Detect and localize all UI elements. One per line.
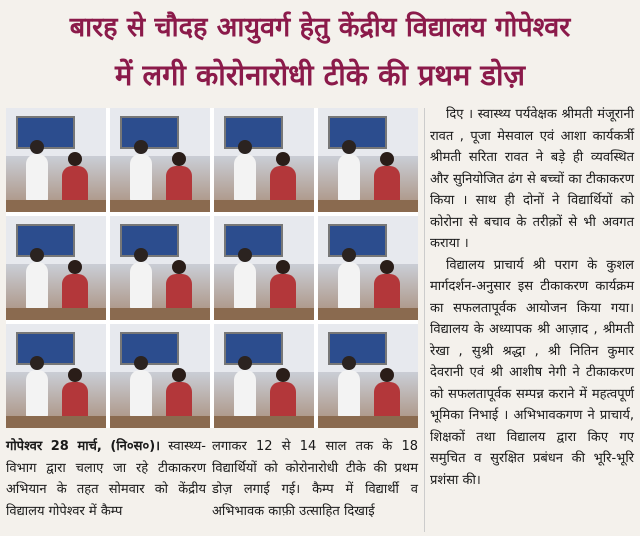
vaccination-photo xyxy=(110,108,210,212)
article-paragraph-1: दिए । स्वास्थ्य पर्यवेक्षक श्रीमती मंजूरानी रावत , पूजा मेसवाल एवं आशा कार्यकर्त्री श्रीमती सरिता रावत ने बड़े ही व्यवस्थित और सुनियोजित ढंग से बच्चों का टीकाकरण किया । साथ ही दोनों ने विद्यार्थियों को कोरोना से बचाव के तरीक़ों से भी अवगत कराया । xyxy=(430,107,634,251)
headline xyxy=(0,0,640,100)
article-column-1 xyxy=(6,436,206,522)
dateline: गोपेश्वर 28 मार्च, (नि०स०)। xyxy=(6,439,161,454)
headline-line-2: में लगी कोरोनारोधी टीके की प्रथम डोज़ xyxy=(115,58,525,92)
column-divider xyxy=(424,108,425,532)
headline-line-1: बारह से चौदह आयुवर्ग हेतु केंद्रीय विद्यालय गोपेश्वर xyxy=(69,12,571,43)
vaccination-photo xyxy=(318,216,418,320)
vaccination-photo xyxy=(110,324,210,428)
vaccination-photo xyxy=(6,216,106,320)
vaccination-photo xyxy=(6,108,106,212)
vaccination-photo xyxy=(214,216,314,320)
article-body-2: लगाकर 12 से 14 साल तक के 18 विद्यार्थियों को कोरोनारोधी टीके की प्रथम डोज़ लगाई गई। कैम्प में विद्यार्थी व अभिभावक काफ़ी उत्साहित दिखाई xyxy=(212,439,418,519)
vaccination-photo xyxy=(318,108,418,212)
vaccination-photo xyxy=(214,324,314,428)
article-body-1: स्वास्थ्य-विभाग द्वारा चलाए जा रहे टीकाकरण अभियान के तहत सोमवार को केंद्रीय विद्यालय गोपेश्वर में कैम्प xyxy=(6,439,206,519)
vaccination-photo xyxy=(6,324,106,428)
vaccination-photo xyxy=(110,216,210,320)
article-paragraph-2: विद्यालय प्राचार्य श्री पराग के कुशल मार्गदर्शन-अनुसार इस टीकाकरण कार्यक्रम का सफलतापूर्वक आयोजन किया गया। विद्यालय के अध्यापक श्री आज़ाद , श्रीमती रेखा , सुश्री श्रद्धा , श्री नितिन कुमार देवरानी एवं श्री आशीष नेगी ने टीकाकरण को सफलतापूर्वक सम्पन्न कराने में महत्वपूर्ण भूमिका निभाई । अभिभावकगण ने प्राचार्य, शिक्षकों तथा विद्यालय द्वारा किए गए समुचित व सुरक्षित प्रबंधन की भूरि-भूरि प्रशंसा की। xyxy=(430,257,634,488)
article-column-3 xyxy=(430,104,634,491)
article-column-2 xyxy=(212,436,418,522)
vaccination-photo xyxy=(214,108,314,212)
photo-collage xyxy=(6,108,418,428)
vaccination-photo xyxy=(318,324,418,428)
